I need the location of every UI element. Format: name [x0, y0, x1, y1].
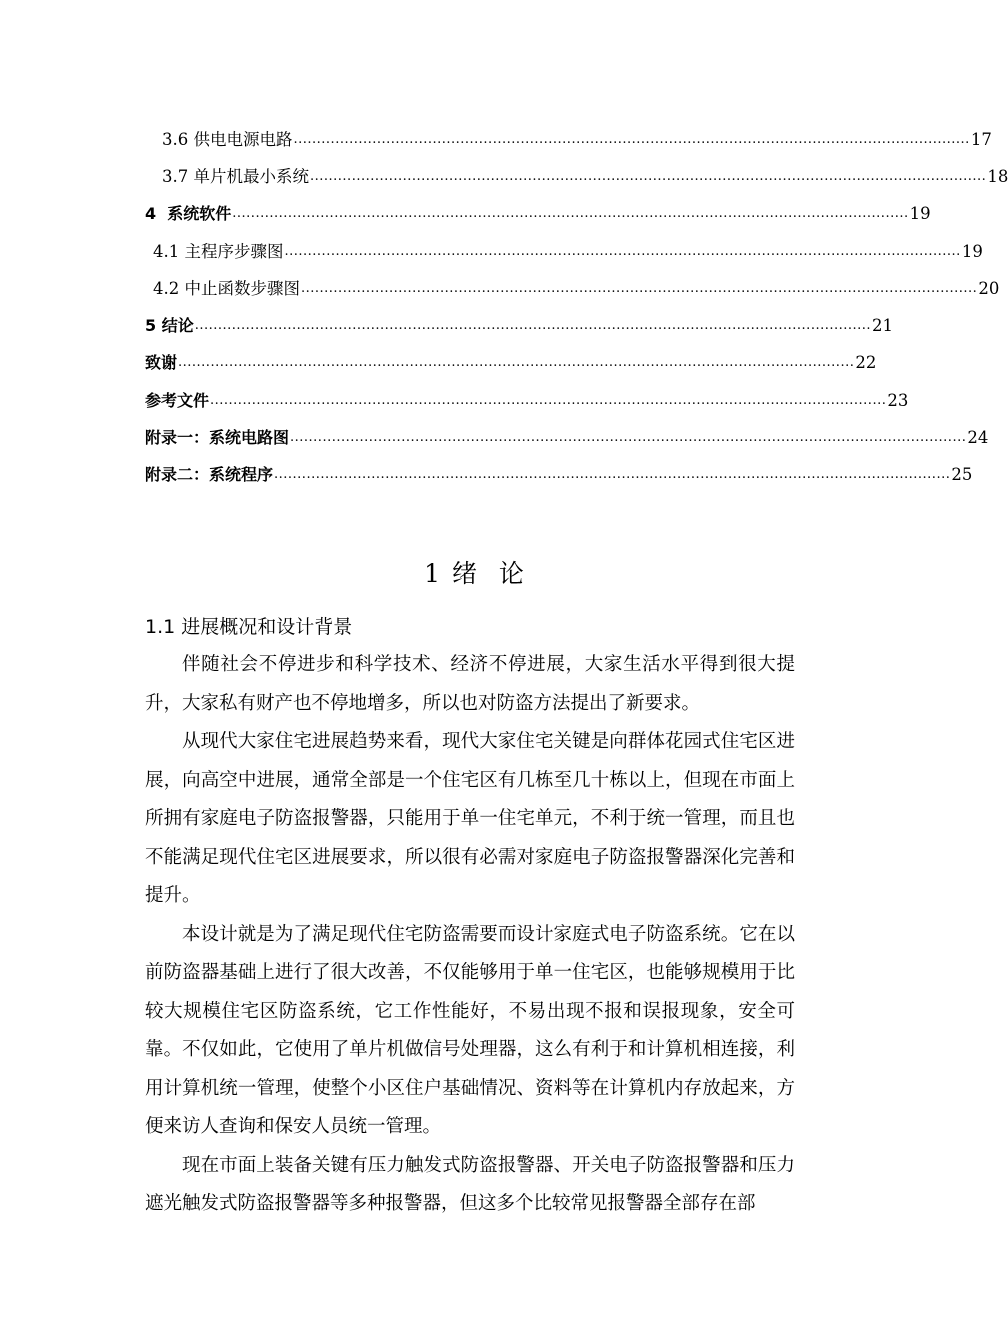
toc-entry-label: 3.7 单片机最小系统 [162, 167, 309, 186]
body-text [145, 646, 795, 1224]
toc-entry[interactable] [145, 383, 909, 411]
toc-entry-page: 24 [967, 428, 989, 447]
toc-entry-label: 附录一：系统电路图 [145, 428, 290, 447]
toc-entry[interactable] [145, 420, 989, 448]
chapter-title: 1 绪 论 [424, 559, 526, 588]
toc-leader-dots: .................................................................................................................................................. [178, 355, 855, 370]
toc-entry[interactable] [162, 122, 992, 150]
toc-entry-page: 23 [887, 391, 909, 410]
toc-entry[interactable] [145, 457, 973, 485]
paragraph: 伴随社会不停进步和科学技术、经济不停进展，大家生活水平得到很大提升，大家私有财产也不停地增多，所以也对防盗方法提出了新要求。 [145, 654, 795, 714]
toc-entry[interactable] [145, 308, 894, 336]
toc-entry-label: 4.2 中止函数步骤图 [153, 279, 300, 298]
toc-entry-label: 5 结论 [145, 316, 194, 335]
paragraph: 现在市面上装备关键有压力触发式防盗报警器、开关电子防盗报警器和压力遮光触发式防盗报警器等多种报警器，但这多个比较常见报警器全部存在部 [145, 1154, 795, 1214]
toc-entry[interactable] [153, 271, 1000, 299]
toc-leader-dots: .................................................................................................................................................. [301, 281, 978, 296]
toc-leader-dots: .................................................................................................................................................. [284, 244, 961, 259]
toc-entry-page: 21 [872, 316, 894, 335]
toc-entry-page: 19 [961, 242, 983, 261]
toc-leader-dots: .................................................................................................................................................. [310, 169, 987, 184]
toc-entry[interactable] [145, 345, 877, 373]
toc-entry-page: 17 [970, 130, 992, 149]
toc-entry-label: 4 系统软件 [145, 204, 232, 223]
toc-entry[interactable] [145, 196, 931, 224]
toc-leader-dots: .................................................................................................................................................. [290, 430, 967, 445]
toc-leader-dots: .................................................................................................................................................. [293, 132, 970, 147]
toc-leader-dots: .................................................................................................................................................. [210, 393, 887, 408]
toc-leader-dots: .................................................................................................................................................. [194, 318, 872, 333]
toc-leader-dots: .................................................................................................................................................. [232, 206, 909, 221]
toc-entry-page: 20 [978, 279, 1000, 298]
toc-entry-page: 19 [909, 204, 931, 223]
toc-entry-page: 22 [855, 353, 877, 372]
section-title: 1.1 进展概况和设计背景 [145, 616, 353, 638]
toc-entry[interactable] [162, 159, 1008, 187]
paragraph: 本设计就是为了满足现代住宅防盗需要而设计家庭式电子防盗系统。它在以前防盗器基础上进行了很大改善，不仅能够用于单一住宅区，也能够规模用于比较大规模住宅区防盗系统，它工作性能好，不易出现不报和误报现象，安全可靠。不仅如此，它使用了单片机做信号处理器，这么有利于和计算机相连接，利用计算机统一管理，使整个小区住户基础情况、资料等在计算机内存放起来，方便来访人查询和保安人员统一管理。 [145, 923, 795, 1137]
toc-entry-label: 参考文件 [145, 391, 210, 410]
toc-entry-page: 25 [951, 465, 973, 484]
toc-entry-label: 3.6 供电电源电路 [162, 130, 293, 149]
toc-entry[interactable] [153, 234, 983, 262]
toc-entry-label: 致谢 [145, 353, 178, 372]
toc-entry-page: 18 [987, 167, 1008, 186]
toc-leader-dots: .................................................................................................................................................. [274, 467, 951, 482]
toc-entry-label: 附录二：系统程序 [145, 465, 274, 484]
toc-entry-label: 4.1 主程序步骤图 [153, 242, 284, 261]
paragraph: 从现代大家住宅进展趋势来看，现代大家住宅关键是向群体花园式住宅区进展，向高空中进展，通常全部是一个住宅区有几栋至几十栋以上，但现在市面上所拥有家庭电子防盗报警器，只能用于单一住宅单元，不利于统一管理，而且也不能满足现代住宅区进展要求，所以很有必需对家庭电子防盗报警器深化完善和提升。 [145, 731, 795, 906]
